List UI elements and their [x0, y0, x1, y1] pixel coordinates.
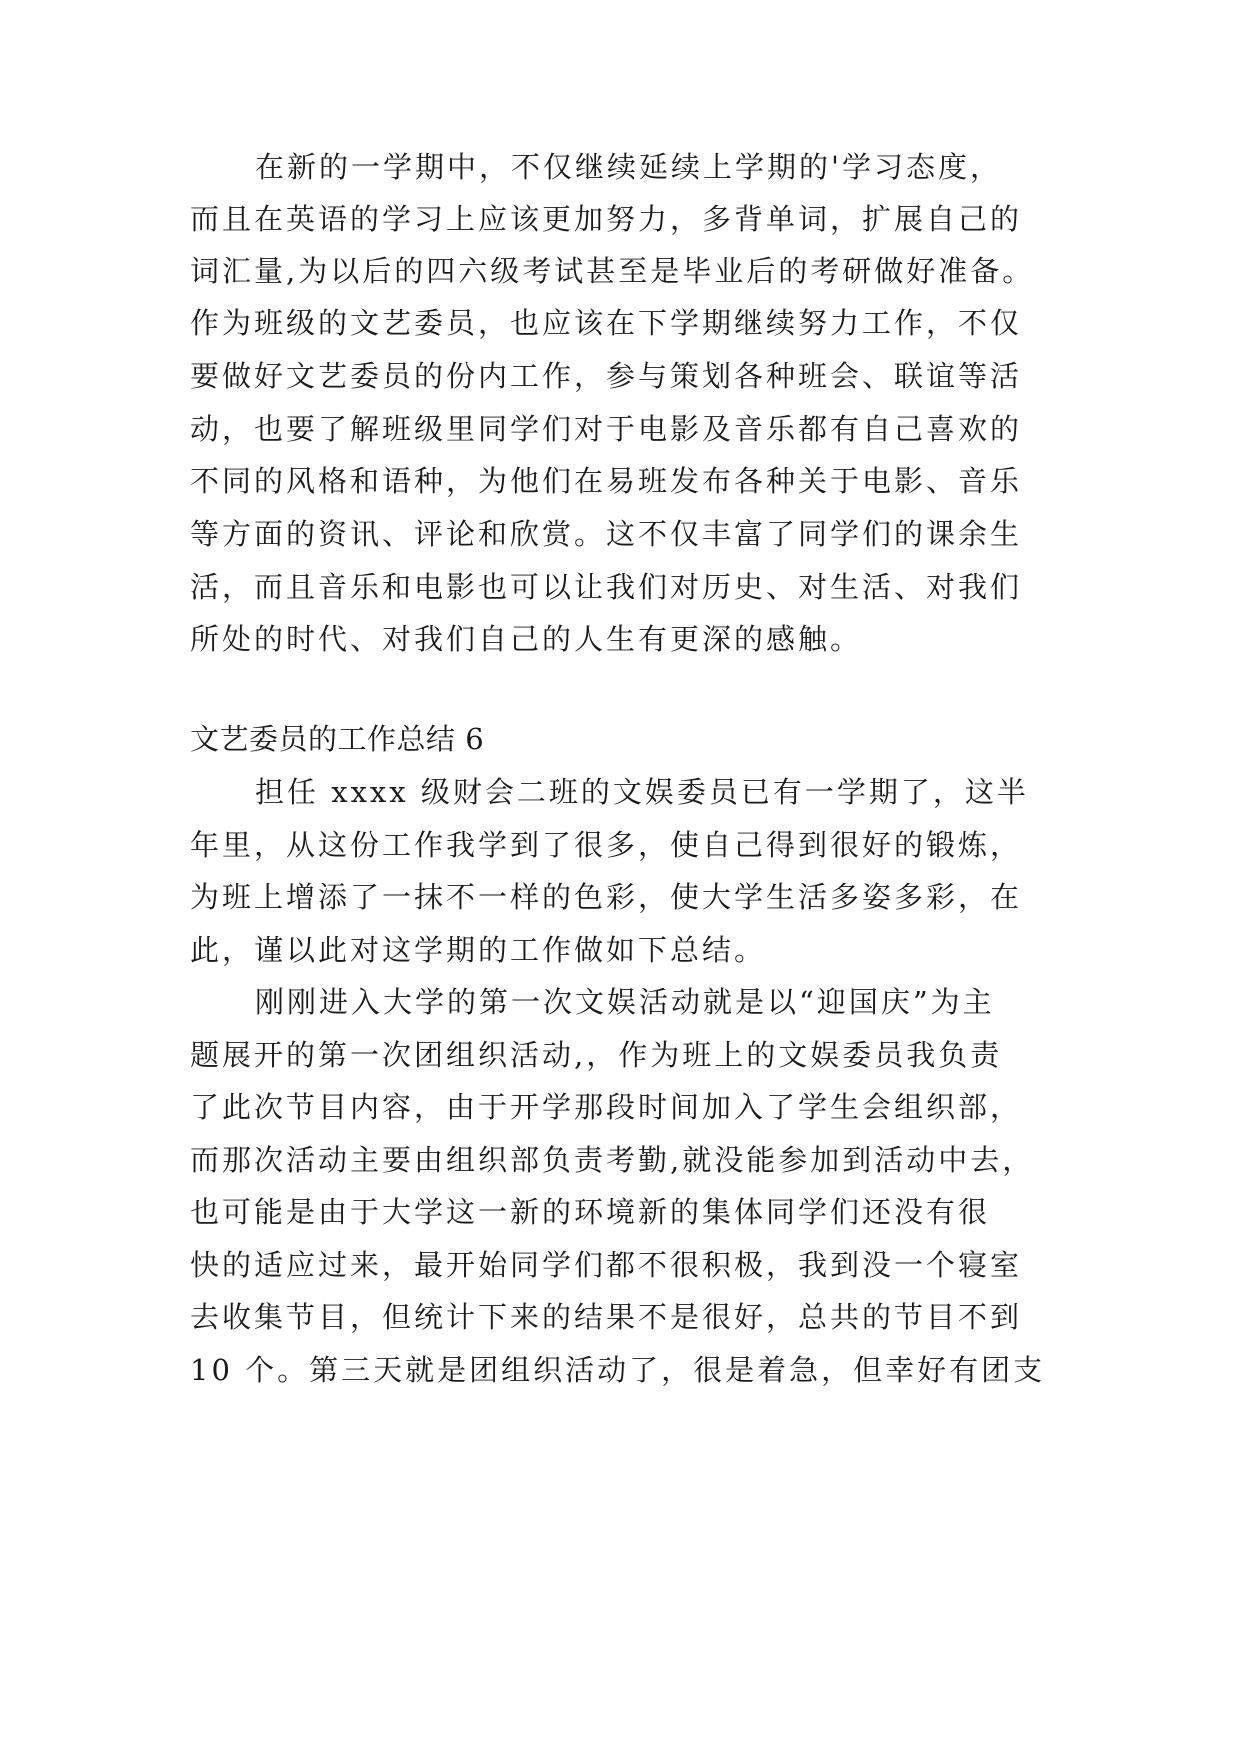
paragraph-line: 10 个。第三天就是团组织活动了，很是着急，但幸好有团支	[190, 1353, 1046, 1387]
paragraph-line: 要做好文艺委员的份内工作，参与策划各种班会、联谊等活	[190, 359, 1023, 393]
paragraph-line: 题展开的第一次团组织活动,，作为班上的文娱委员我负责	[190, 1038, 1003, 1072]
paragraph-line: 担任 xxxx 级财会二班的文娱委员已有一学期了，这半	[255, 775, 1029, 809]
paragraph-line: 了此次节目内容，由于开学那段时间加入了学生会组织部，	[190, 1090, 1023, 1124]
paragraph-line: 而且在英语的学习上应该更加努力，多背单词，扩展自己的	[190, 202, 1023, 236]
paragraph-line: 为班上增添了一抹不一样的色彩，使大学生活多姿多彩，在	[190, 880, 1023, 914]
paragraph-line: 等方面的资讯、评论和欣赏。这不仅丰富了同学们的课余生	[190, 517, 1023, 551]
paragraph-line: 去收集节目，但统计下来的结果不是很好，总共的节目不到	[190, 1300, 1023, 1334]
paragraph-line: 快的适应过来，最开始同学们都不很积极，我到没一个寝室	[190, 1248, 1023, 1282]
paragraph-line: 在新的一学期中，不仅继续延续上学期的'学习态度，	[255, 150, 1002, 184]
paragraph-line: 词汇量,为以后的四六级考试甚至是毕业后的考研做好准备。	[190, 254, 1035, 288]
paragraph-line: 此，谨以此对这学期的工作做如下总结。	[190, 933, 767, 967]
paragraph-line: 年里，从这份工作我学到了很多，使自己得到很好的锻炼，	[190, 828, 1023, 862]
paragraph-line: 刚刚进入大学的第一次文娱活动就是以“迎国庆”为主	[255, 985, 995, 1019]
paragraph-line: 而那次活动主要由组织部负责考勤,就没能参加到活动中去，	[190, 1143, 1035, 1177]
paragraph-line: 不同的风格和语种，为他们在易班发布各种关于电影、音乐	[190, 464, 1023, 498]
paragraph-line: 动，也要了解班级里同学们对于电影及音乐都有自己喜欢的	[190, 412, 1023, 446]
paragraph-line: 活，而且音乐和电影也可以让我们对历史、对生活、对我们	[190, 570, 1023, 604]
paragraph-line: 作为班级的文艺委员，也应该在下学期继续努力工作，不仅	[190, 306, 1023, 340]
section-heading: 文艺委员的工作总结 6	[190, 722, 485, 756]
paragraph-line: 也可能是由于大学这一新的环境新的集体同学们还没有很	[190, 1195, 991, 1229]
paragraph-line: 所处的时代、对我们自己的人生有更深的感触。	[190, 622, 863, 656]
